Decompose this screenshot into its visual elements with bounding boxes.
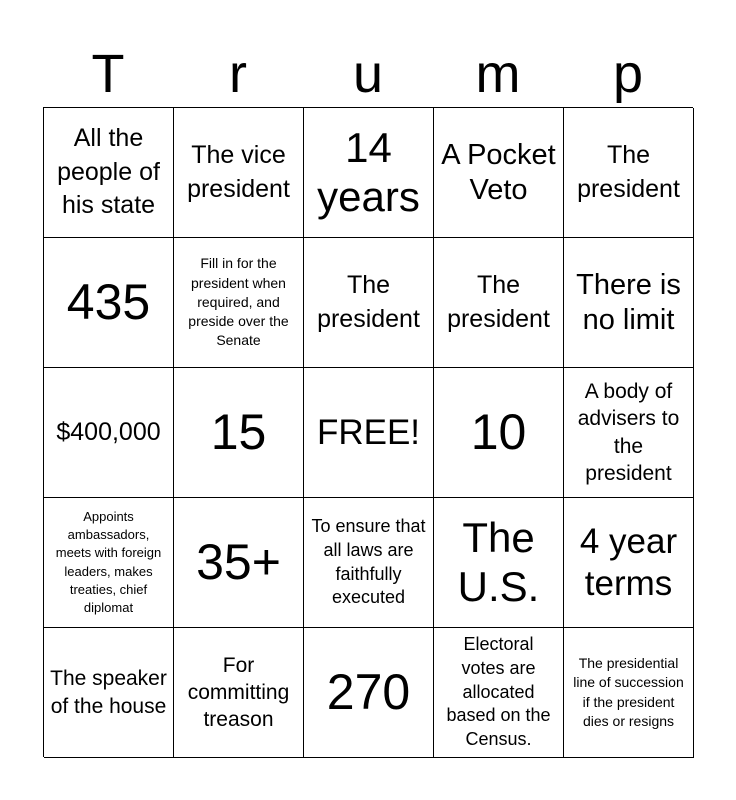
title-letter: r	[229, 44, 247, 104]
cell-text: The U.S.	[457, 514, 540, 610]
bingo-cell[interactable]	[44, 368, 174, 498]
free-space-cell[interactable]	[304, 368, 434, 498]
cell-text: The president	[577, 140, 680, 203]
cell-text: The vice president	[187, 140, 290, 203]
bingo-cell[interactable]	[174, 108, 304, 238]
cell-text: 435	[66, 274, 151, 331]
cell-text: 14 years	[317, 124, 420, 220]
cell-text: Fill in for the president when required, and preside over the Senate	[188, 255, 289, 349]
cell-text: $400,000	[56, 417, 161, 446]
cell-text: A body of advisers to the president	[577, 379, 680, 485]
bingo-cell[interactable]	[434, 108, 564, 238]
bingo-cell[interactable]	[304, 108, 434, 238]
cell-text: 15	[210, 404, 267, 461]
cell-text: There is no limit	[576, 269, 681, 336]
bingo-cell[interactable]	[304, 628, 434, 758]
cell-text: 35+	[196, 534, 281, 591]
cell-text: The president	[317, 270, 420, 333]
cell-text: All the people of his state	[57, 123, 160, 220]
cell-text: 270	[326, 664, 411, 721]
cell-text: The presidential line of succession if the president dies or resigns	[573, 654, 684, 729]
cell-text: The president	[447, 270, 550, 333]
title-letter: T	[91, 44, 125, 104]
cell-text: Electoral votes are allocated based on the Census.	[446, 634, 551, 750]
bingo-cell[interactable]	[564, 628, 694, 758]
cell-text: The speaker of the house	[50, 667, 167, 718]
bingo-cell[interactable]	[44, 498, 174, 628]
bingo-cell[interactable]	[434, 498, 564, 628]
bingo-cell[interactable]	[174, 628, 304, 758]
bingo-cell[interactable]	[44, 108, 174, 238]
cell-text: Appoints ambassadors, meets with foreign leaders, makes treaties, chief diplomat	[55, 508, 162, 615]
free-space-label: FREE!	[316, 412, 421, 452]
title-letter: m	[475, 44, 521, 104]
bingo-cell[interactable]	[564, 368, 694, 498]
cell-text: To ensure that all laws are faithfully executed	[311, 516, 426, 608]
title-letter: u	[352, 44, 384, 104]
bingo-cell[interactable]	[564, 498, 694, 628]
bingo-cell[interactable]	[564, 108, 694, 238]
bingo-board	[43, 107, 693, 757]
cell-text: For committing treason	[187, 653, 290, 732]
bingo-cell[interactable]	[434, 238, 564, 368]
bingo-cell[interactable]	[174, 368, 304, 498]
bingo-cell[interactable]	[174, 238, 304, 368]
cell-text: A Pocket Veto	[441, 139, 556, 206]
bingo-cell[interactable]	[44, 628, 174, 758]
bingo-cell[interactable]	[434, 628, 564, 758]
bingo-cell[interactable]	[564, 238, 694, 368]
bingo-cell[interactable]	[174, 498, 304, 628]
bingo-cell[interactable]	[434, 368, 564, 498]
cell-text: 4 year terms	[579, 521, 678, 603]
bingo-cell[interactable]	[304, 238, 434, 368]
bingo-cell[interactable]	[44, 238, 174, 368]
bingo-cell[interactable]	[304, 498, 434, 628]
cell-text: 10	[470, 404, 527, 461]
title-letter: p	[612, 44, 644, 104]
bingo-title	[43, 40, 693, 108]
